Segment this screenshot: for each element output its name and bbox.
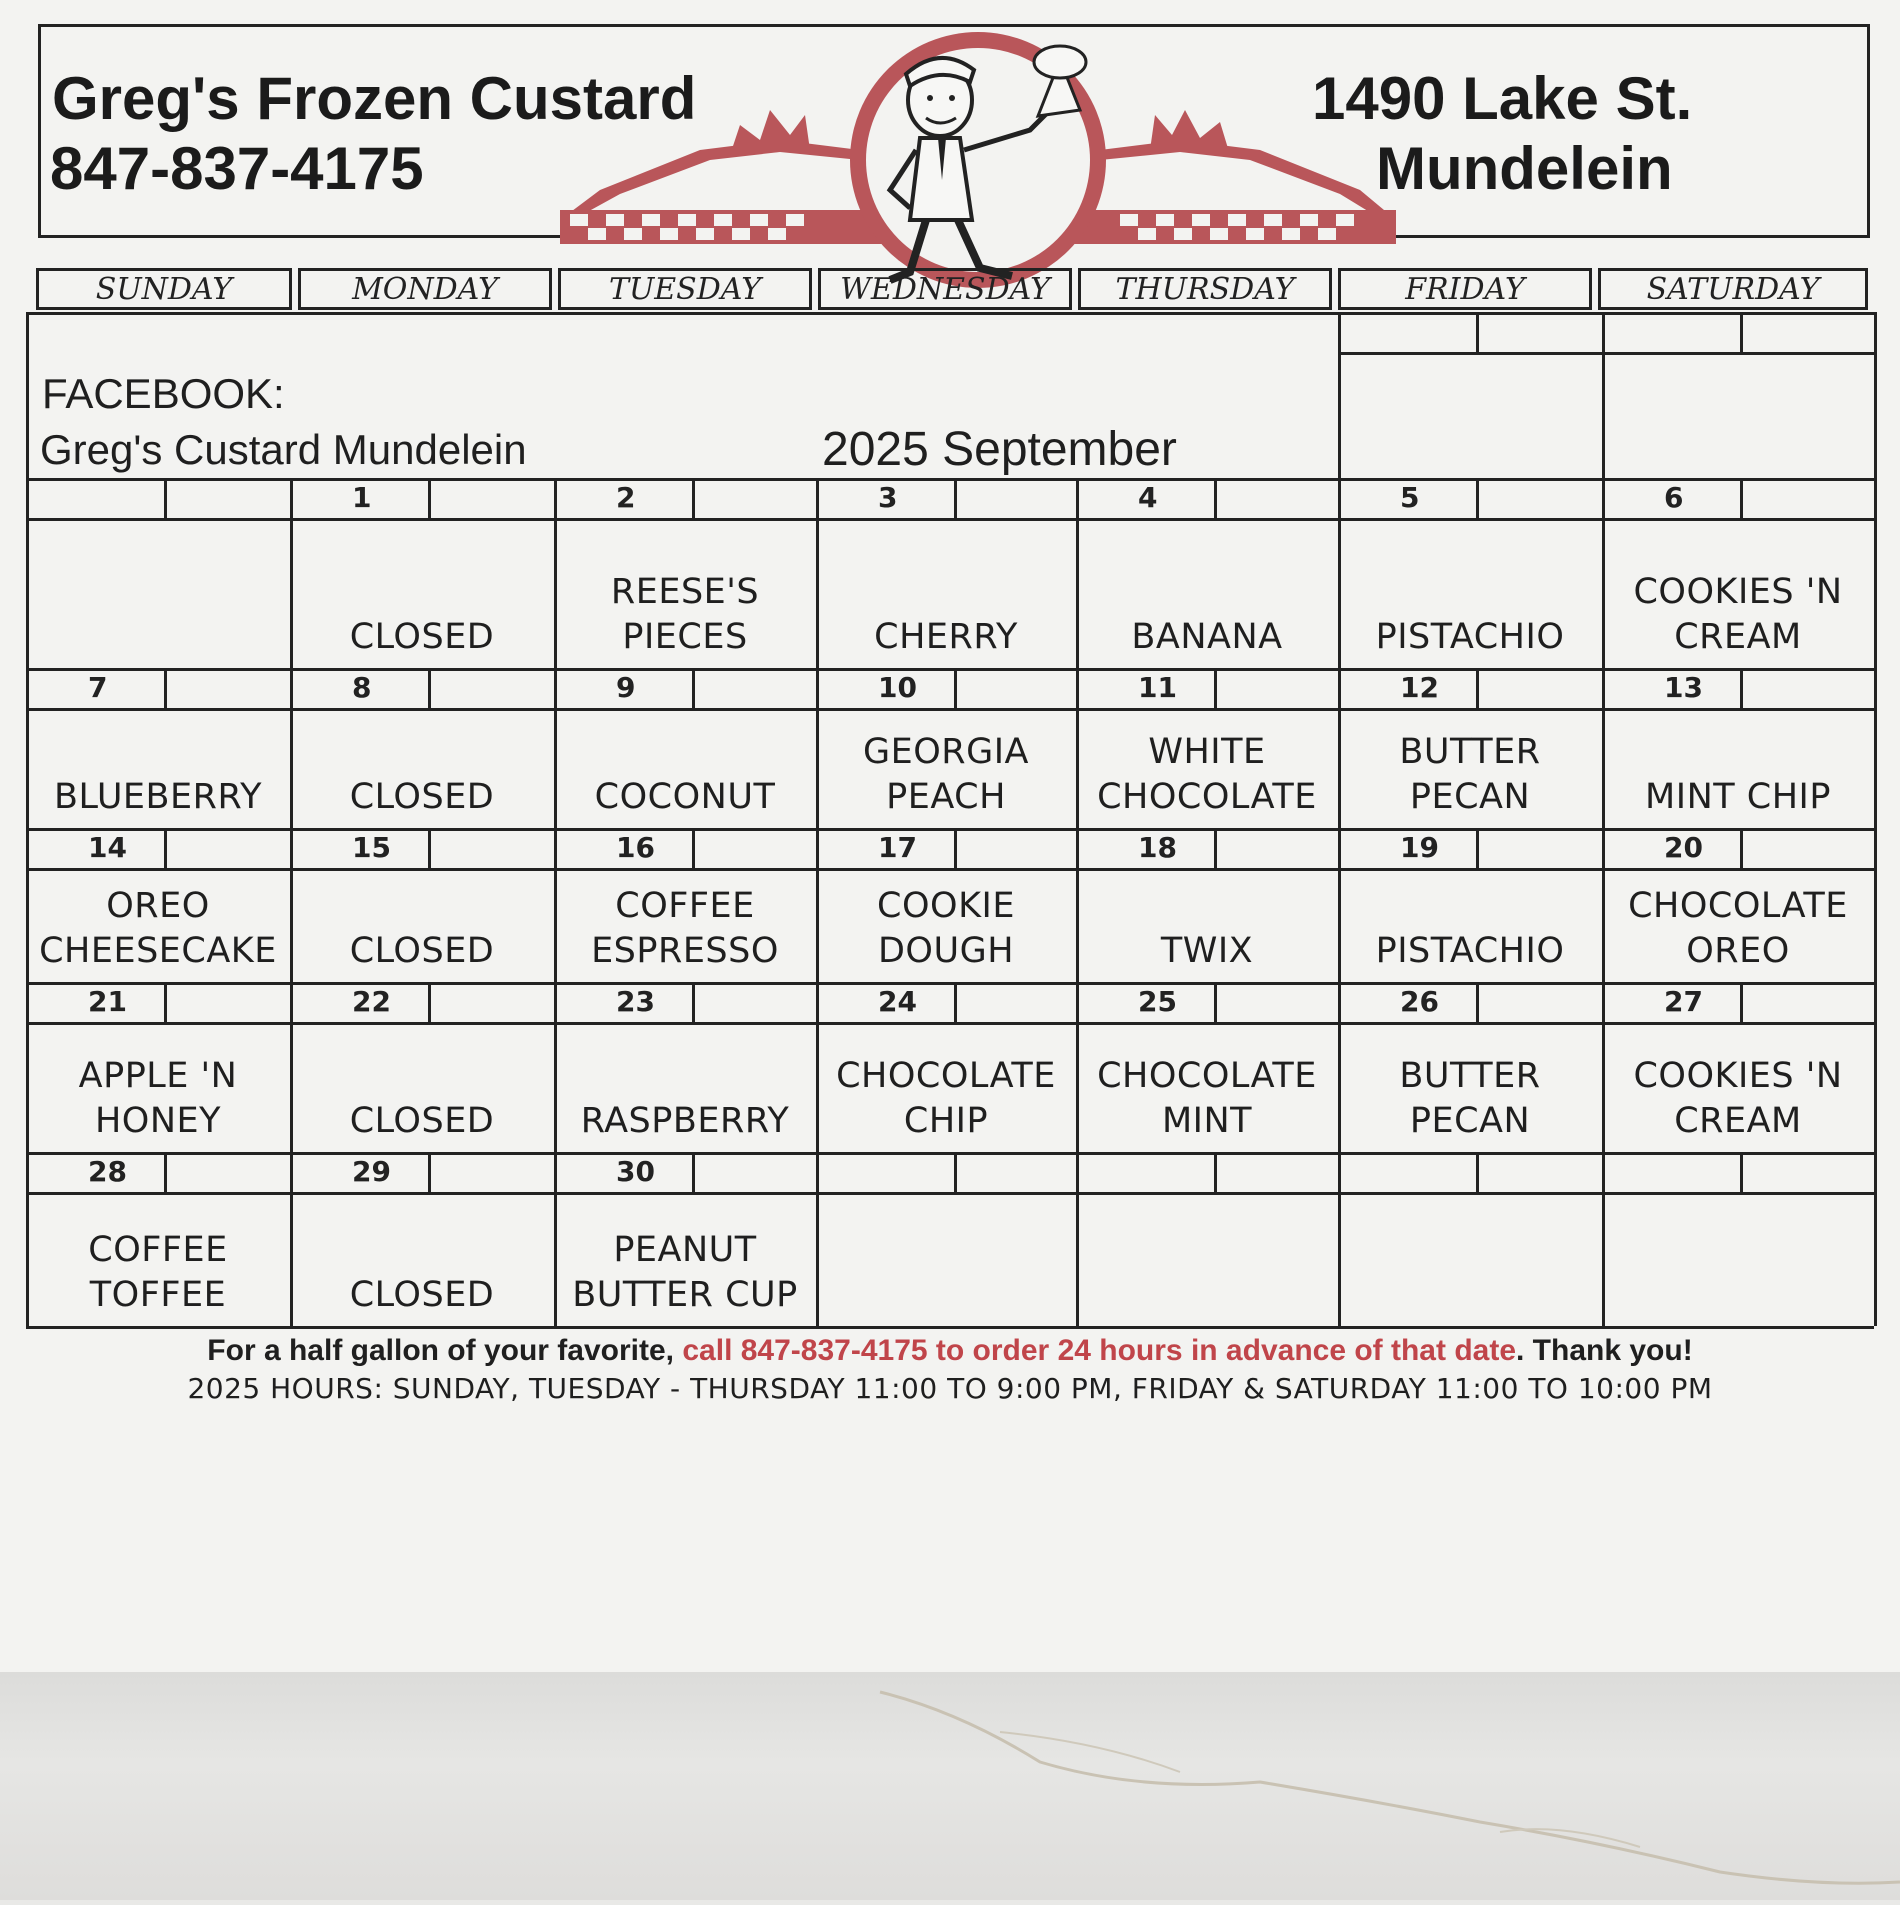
order-note: [0, 1334, 1900, 1368]
day-header-row: [30, 268, 1875, 312]
grid-line: [26, 1022, 1874, 1025]
day-number: 20: [1664, 831, 1703, 864]
flavor-of-the-day: APPLE 'N HONEY: [78, 1056, 238, 1141]
flavor-of-the-day: REESE'S PIECES: [610, 572, 760, 657]
day-header-saturday: SATURDAY: [1598, 268, 1868, 310]
flavor-of-the-day: COOKIES 'N CREAM: [1633, 1056, 1843, 1141]
grid-line: [692, 982, 695, 1022]
day-header-thursday: THURSDAY: [1078, 268, 1332, 310]
flavor-of-the-day: [26, 564, 290, 660]
grid-line: [428, 982, 431, 1022]
grid-line: [1214, 1152, 1217, 1192]
day-header-tuesday: TUESDAY: [558, 268, 812, 310]
flavor-of-the-day: CHOCOLATE OREO: [1628, 886, 1848, 971]
flavor-of-the-day: [1602, 1222, 1874, 1318]
grid-line: [1740, 312, 1743, 352]
flavor-of-the-day: COFFEE ESPRESSO: [591, 886, 779, 971]
flavor-of-the-day: CHERRY: [874, 617, 1018, 657]
day-number: 27: [1664, 985, 1703, 1018]
order-note-prefix: For a half gallon of your favorite,: [207, 1334, 683, 1367]
day-header-wednesday: WEDNESDAY: [818, 268, 1072, 310]
day-number: 17: [878, 831, 917, 864]
grid-line: [26, 982, 1874, 985]
grid-line: [1214, 668, 1217, 708]
grid-line: [26, 868, 1874, 871]
day-number: 8: [352, 671, 372, 704]
flavor-of-the-day: BUTTER PECAN: [1399, 1056, 1541, 1141]
grid-line: [1338, 352, 1874, 355]
day-number: 22: [352, 985, 391, 1018]
grid-line: [1740, 1152, 1743, 1192]
day-number: 2: [616, 481, 636, 514]
day-header-friday: FRIDAY: [1338, 268, 1592, 310]
day-number: 10: [878, 671, 917, 704]
day-number: 24: [878, 985, 917, 1018]
grid-line: [1740, 478, 1743, 518]
flavor-of-the-day: CLOSED: [349, 617, 495, 657]
grid-line: [164, 828, 167, 868]
grid-line: [1476, 668, 1479, 708]
flavor-of-the-day: OREO CHEESECAKE: [39, 886, 277, 971]
day-number: 4: [1138, 481, 1158, 514]
grid-line: [164, 982, 167, 1022]
grid-line: [164, 1152, 167, 1192]
marble-countertop: [0, 1672, 1900, 1900]
facebook-label: FACEBOOK:: [42, 370, 285, 417]
day-number: 3: [878, 481, 898, 514]
grid-line: [1214, 828, 1217, 868]
day-number: 13: [1664, 671, 1703, 704]
day-number: 1: [352, 481, 372, 514]
month-title: 2025 September: [822, 423, 1177, 476]
flavor-of-the-day: [1338, 1222, 1602, 1318]
day-number: 12: [1400, 671, 1439, 704]
grid-line: [1476, 478, 1479, 518]
facebook-page-name: Greg's Custard Mundelein: [40, 426, 527, 473]
grid-line: [692, 828, 695, 868]
grid-line: [428, 1152, 431, 1192]
flavor-of-the-day: RASPBERRY: [580, 1101, 790, 1141]
grid-line: [1740, 828, 1743, 868]
day-header-sunday: SUNDAY: [36, 268, 292, 310]
grid-line: [428, 668, 431, 708]
store-hours: 2025 HOURS: SUNDAY, TUESDAY - THURSDAY 11:00 TO 9:00 PM, FRIDAY & SATURDAY 11:00 TO 10:00 PM: [187, 1372, 1713, 1405]
grid-line: [428, 828, 431, 868]
flavor-of-the-day: BANANA: [1131, 617, 1283, 657]
flavor-of-the-day: [816, 1222, 1076, 1318]
day-number: 14: [88, 831, 127, 864]
marble-veins: [0, 1672, 1900, 1900]
flavor-of-the-day: PISTACHIO: [1375, 617, 1565, 657]
grid-line: [1476, 982, 1479, 1022]
grid-line: [26, 1326, 1874, 1329]
day-number: 28: [88, 1155, 127, 1188]
flavor-of-the-day: [1076, 1222, 1338, 1318]
flavor-of-the-day: PEANUT BUTTER CUP: [572, 1230, 798, 1315]
grid-line: [164, 478, 167, 518]
custard-mascot-logo: [560, 30, 1396, 292]
day-number: 29: [352, 1155, 391, 1188]
day-number: 15: [352, 831, 391, 864]
grid-line: [954, 828, 957, 868]
grid-line: [1476, 312, 1479, 352]
shop-name: Greg's Frozen Custard: [52, 65, 697, 132]
day-number: 18: [1138, 831, 1177, 864]
flavor-of-the-day: CLOSED: [349, 1275, 495, 1315]
grid-line: [954, 982, 957, 1022]
grid-line: [954, 668, 957, 708]
day-number: 16: [616, 831, 655, 864]
grid-line: [954, 478, 957, 518]
flavor-of-the-day: MINT CHIP: [1645, 777, 1831, 817]
shop-phone: 847-837-4175: [50, 135, 424, 202]
flavor-of-the-day: COCONUT: [594, 777, 776, 817]
day-number: 19: [1400, 831, 1439, 864]
day-number: 7: [88, 671, 108, 704]
grid-line: [428, 478, 431, 518]
grid-line: [164, 668, 167, 708]
flavor-of-the-day: TWIX: [1160, 931, 1254, 971]
day-number: 25: [1138, 985, 1177, 1018]
flavor-of-the-day: COOKIE DOUGH: [877, 886, 1015, 971]
day-number: 26: [1400, 985, 1439, 1018]
day-number: 23: [616, 985, 655, 1018]
flavor-of-the-day: GEORGIA PEACH: [863, 732, 1029, 817]
grid-line: [954, 1152, 957, 1192]
grid-line: [26, 668, 1874, 671]
grid-line: [1476, 1152, 1479, 1192]
flavor-of-the-day: PISTACHIO: [1375, 931, 1565, 971]
grid-line: [692, 668, 695, 708]
flavor-of-the-day: CLOSED: [349, 931, 495, 971]
order-note-highlight: call 847-837-4175 to order 24 hours in advance of that date: [682, 1334, 1517, 1367]
grid-line: [26, 478, 1874, 481]
grid-line: [1740, 668, 1743, 708]
flavor-of-the-day: COFFEE TOFFEE: [88, 1230, 228, 1315]
grid-line: [26, 1152, 1874, 1155]
grid-line: [1476, 828, 1479, 868]
flavor-of-the-day: CLOSED: [349, 1101, 495, 1141]
grid-line: [1214, 478, 1217, 518]
grid-line: [1874, 312, 1877, 1326]
flavor-of-the-day: CLOSED: [349, 777, 495, 817]
grid-line: [26, 518, 1874, 521]
grid-line: [26, 708, 1874, 711]
flavor-of-the-day: CHOCOLATE MINT: [1097, 1056, 1317, 1141]
shop-address-city: Mundelein: [1376, 135, 1673, 202]
day-number: 6: [1664, 481, 1684, 514]
order-note-suffix: . Thank you!: [1516, 1334, 1693, 1367]
grid-line: [26, 312, 1874, 315]
day-number: 5: [1400, 481, 1420, 514]
grid-line: [692, 1152, 695, 1192]
grid-line: [26, 1192, 1874, 1195]
day-number: 21: [88, 985, 127, 1018]
grid-line: [1740, 982, 1743, 1022]
grid-line: [1214, 982, 1217, 1022]
shop-address-street: 1490 Lake St.: [1312, 65, 1693, 132]
flavor-of-the-day: BUTTER PECAN: [1399, 732, 1541, 817]
flavor-of-the-day: WHITE CHOCOLATE: [1097, 732, 1317, 817]
grid-line: [692, 478, 695, 518]
grid-line: [26, 828, 1874, 831]
day-number: 11: [1138, 671, 1177, 704]
flavor-of-the-day: BLUEBERRY: [54, 777, 262, 817]
day-number: 9: [616, 671, 636, 704]
flavor-of-the-day: COOKIES 'N CREAM: [1633, 572, 1843, 657]
flavor-of-the-day: CHOCOLATE CHIP: [836, 1056, 1056, 1141]
day-header-monday: MONDAY: [298, 268, 552, 310]
day-number: 30: [616, 1155, 655, 1188]
